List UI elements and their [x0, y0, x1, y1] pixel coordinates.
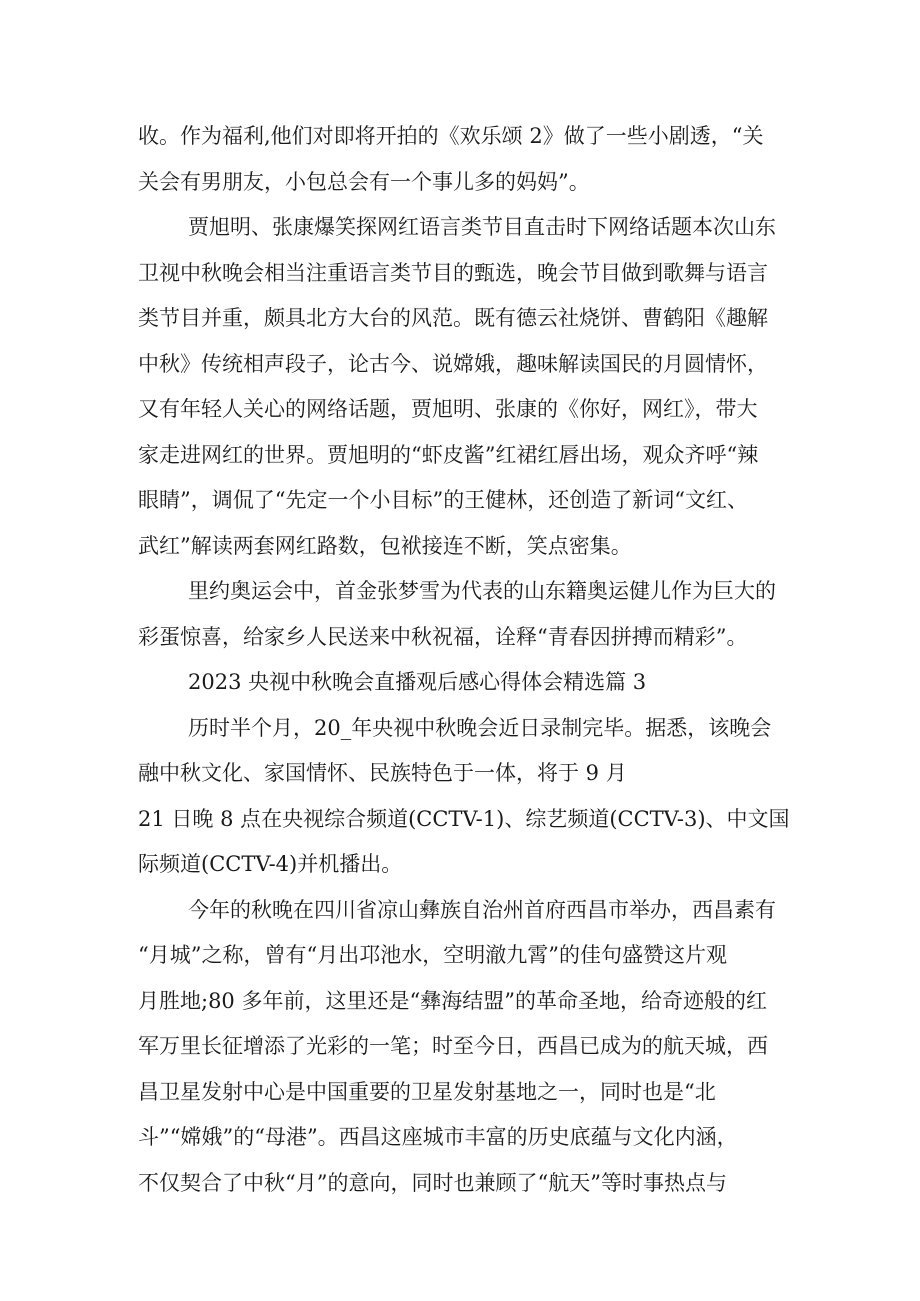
text-line: 昌卫星发射中心是中国重要的卫星发射基地之一，同时也是“北 — [138, 1079, 716, 1104]
text-line: 历时半个月，20_年央视中秋晚会近日录制完毕。据悉，该晚会 — [188, 715, 772, 740]
article-body — [138, 114, 790, 1206]
text-line: “月城”之称，曾有“月出邛池水，空明澈九霄”的佳句盛赞这片观 — [138, 943, 727, 967]
text-line: 眼睛”，调侃了“先定一个小目标”的王健林，还创造了新词“文红、 — [138, 488, 748, 512]
text-line: 里约奥运会中，首金张梦雪为代表的山东籍奥运健儿作为巨大的 — [188, 579, 776, 603]
text-line: 又有年轻人关心的网络话题，贾旭明、张康的《你好，网红》，带大 — [138, 397, 758, 421]
text-line: 武红”解读两套网红路数，包袱接连不断，笑点密集。 — [138, 533, 632, 558]
text-line: 2023 央视中秋晚会直播观后感心得体会精选篇 3 — [188, 670, 647, 694]
text-line: 融中秋文化、家国情怀、民族特色于一体，将于 9 月 — [138, 761, 627, 785]
text-line: 军万里长征增添了光彩的一笔；时至今日，西昌已成为的航天城，西 — [138, 1034, 768, 1058]
text-line: 彩蛋惊喜，给家乡人民送来中秋祝福，诠释“青春因拼搏而精彩”。 — [138, 624, 748, 649]
text-line: 际频道(CCTV-4)并机播出。 — [138, 852, 403, 876]
text-line: 家走进网红的世界。贾旭明的“虾皮酱”红裙红唇出场，观众齐呼“辣 — [138, 442, 759, 467]
text-line: 今年的秋晚在四川省凉山彝族自治州首府西昌市举办，西昌素有 — [188, 897, 776, 922]
text-line: 21 日晚 8 点在央视综合频道(CCTV-1)、综艺频道(CCTV-3)、中文国 — [138, 806, 790, 831]
text-line: 类节目并重，颇具北方大台的风范。既有德云社烧饼、曹鹤阳《趣解 — [138, 306, 768, 330]
text-line: 贾旭明、张康爆笑探网红语言类节目直击时下网络话题本次山东 — [188, 215, 776, 239]
text-line: 收。作为福利,他们对即将开拍的《欢乐颂 2》做了一些小剧透，“关 — [138, 124, 764, 148]
text-line: 卫视中秋晚会相当注重语言类节目的甄选，晚会节目做到歌舞与语言 — [138, 260, 768, 285]
text-line: 斗”“嫦娥”的“母港”。西昌这座城市丰富的历史底蕴与文化内涵， — [138, 1125, 738, 1149]
text-line: 关会有男朋友，小包总会有一个事儿多的妈妈”。 — [138, 169, 590, 194]
text-line: 月胜地;80 多年前，这里还是“彝海结盟”的革命圣地，给奇迹般的红 — [138, 988, 767, 1013]
text-line: 不仅契合了中秋“月”的意向，同时也兼顾了“航天”等时事热点与 — [138, 1170, 727, 1195]
text-line: 中秋》传统相声段子，论古今、说嫦娥，趣味解读国民的月圆情怀， — [138, 351, 768, 376]
